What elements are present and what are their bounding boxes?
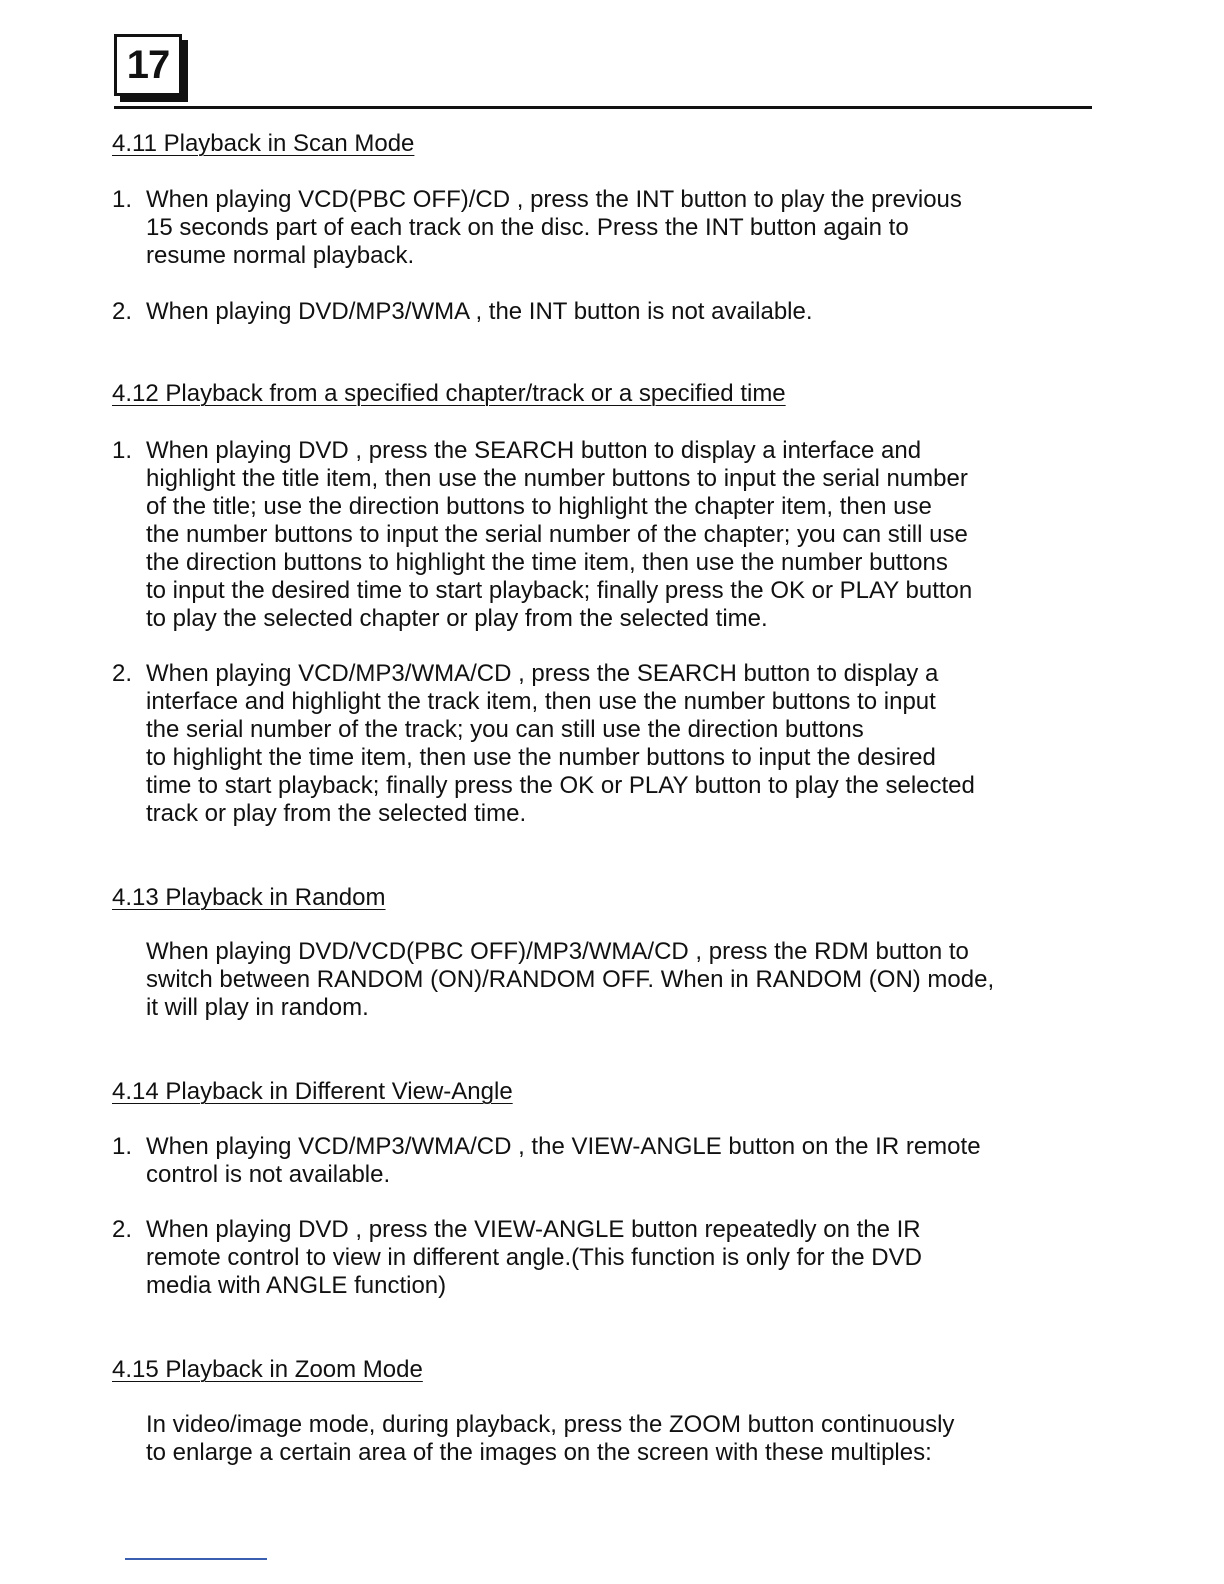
list-number: 1. [112,186,133,213]
list-number: 1. [112,1133,133,1160]
header-rule [114,106,1092,109]
page-number: 17 [126,43,170,87]
list-number: 1. [112,437,133,464]
section-heading-4-14: 4.14 Playback in Different View-Angle [112,1078,513,1105]
list-text: When playing DVD/MP3/WMA , the INT button is not available. [146,298,813,325]
list-text: When playing VCD/MP3/WMA/CD , press the SEARCH button to display a interface and highlight the track item, then use the number buttons to input the serial number of the track; you can still use the direction buttons to highlight the time item, then use the number buttons to input the desired time to start playback; finally press the OK or PLAY button to play the selected track or play from the selected time. [146,660,975,827]
section-paragraph: In video/image mode, during playback, press the ZOOM button continuously to enlarge a certain area of the images on the screen with these multiples: [146,1411,955,1466]
list-text: When playing DVD , press the SEARCH button to display a interface and highlight the title item, then use the number buttons to input the serial number of the title; use the direction buttons to highlight the chapter item, then use the number buttons to input the serial number of the chapter; you can still use the direction buttons to highlight the time item, then use the number buttons to input the desired time to start playback; finally press the OK or PLAY button to play the selected chapter or play from the selected time. [146,437,973,632]
list-item [112,1133,1092,1189]
list-item [112,660,1092,828]
list-number: 2. [112,298,133,325]
page-number-badge [114,34,186,102]
list-item [112,437,1092,633]
badge-shadow [182,40,188,102]
list-item [112,298,1092,326]
section-heading-4-15: 4.15 Playback in Zoom Mode [112,1356,423,1383]
list-text: When playing VCD/MP3/WMA/CD , the VIEW-ANGLE button on the IR remote control is not available. [146,1133,981,1188]
section-paragraph: When playing DVD/VCD(PBC OFF)/MP3/WMA/CD , press the RDM button to switch between RANDOM (ON)/RANDOM OFF. When in RANDOM (ON) mode, it will play in random. [146,938,995,1021]
footer-rule [125,1558,267,1560]
section-heading-4-12: 4.12 Playback from a specified chapter/track or a specified time [112,380,786,407]
list-number: 2. [112,660,133,687]
section-heading-4-13: 4.13 Playback in Random [112,884,386,911]
badge-shadow [120,96,188,102]
list-item [112,186,1092,270]
list-text: When playing DVD , press the VIEW-ANGLE button repeatedly on the IR remote control to view in different angle.(This function is only for the DVD media with ANGLE function) [146,1216,922,1299]
list-item [112,1216,1092,1300]
list-number: 2. [112,1216,133,1243]
list-text: When playing VCD(PBC OFF)/CD , press the INT button to play the previous 15 seconds part of each track on the disc. Press the INT button again to resume normal playback. [146,186,962,269]
section-heading-4-11: 4.11 Playback in Scan Mode [112,130,415,157]
